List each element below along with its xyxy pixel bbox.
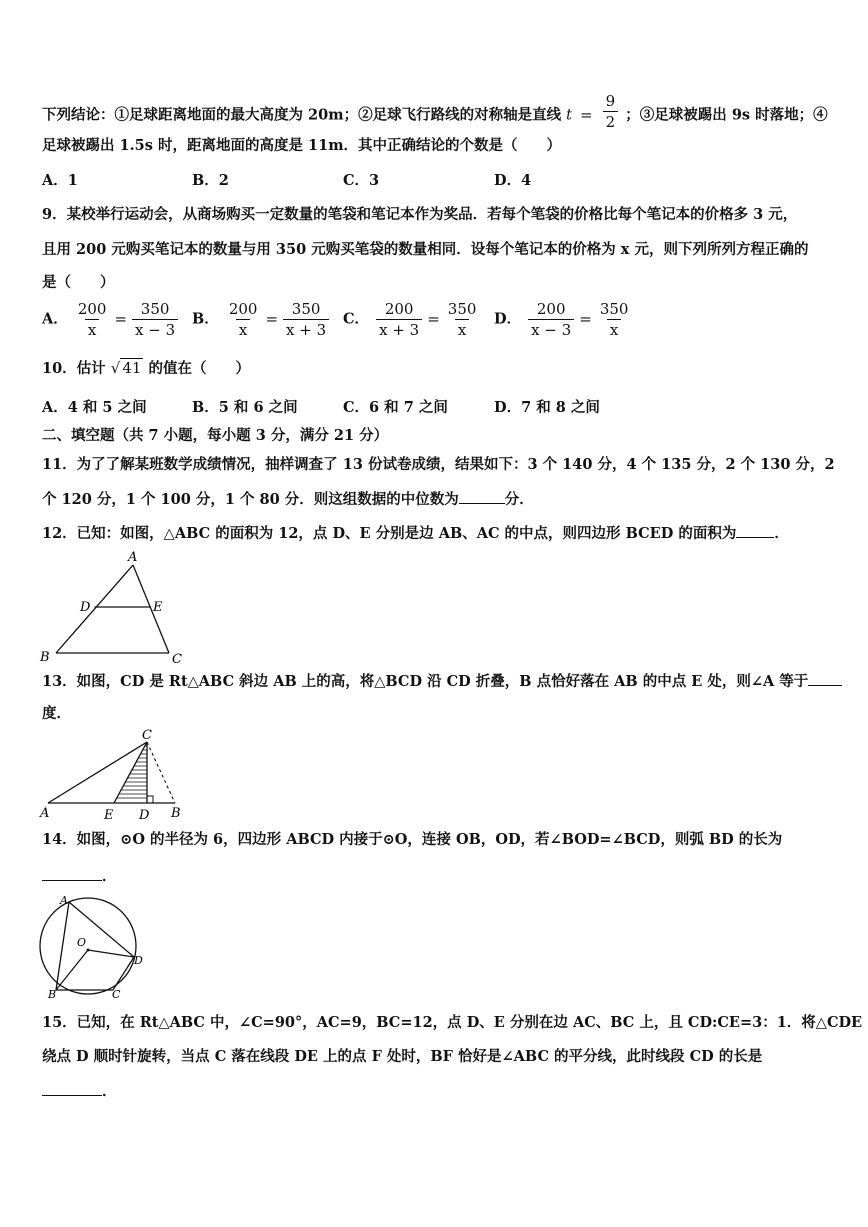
q13-label-a: A <box>40 806 50 821</box>
q9-d-n1: 200 <box>536 300 566 318</box>
q9-c-n2: 350 <box>447 300 477 318</box>
q12-side-ac <box>133 565 169 653</box>
q10-option-a: A．4 和 5 之间 <box>42 399 147 416</box>
q12-triangle-figure <box>36 545 196 670</box>
q13-answer-blank[interactable] <box>808 671 842 686</box>
q13-label-d: D <box>139 808 150 823</box>
q9-a-d1: x <box>85 319 99 339</box>
q9-a-n1: 200 <box>77 300 107 318</box>
q10-prefix: 10．估计 <box>42 360 106 377</box>
q13-line2: 度． <box>42 705 71 722</box>
q14-quadrilateral <box>56 902 134 990</box>
q8-option-c: C．3 <box>343 172 380 189</box>
q12-label-e: E <box>153 600 163 615</box>
q12-label-b: B <box>40 650 50 665</box>
q13-triangle-figure <box>36 728 196 823</box>
q10-line <box>42 358 250 379</box>
q12-line <box>42 523 789 544</box>
q14-label-b: B <box>48 988 57 1001</box>
q12-label-a: A <box>128 550 138 565</box>
q9-option-d: D． $\frac{200}{x - 3}$ = $\frac{350}{x}$ <box>494 300 633 339</box>
q9-a-d2: x − 3 <box>132 319 178 339</box>
q15-answer-blank[interactable] <box>42 1081 102 1096</box>
q9-c-d2: x <box>455 319 469 339</box>
q8-fraction-num: 9 <box>605 92 616 110</box>
q9-d-frac2 <box>597 300 632 339</box>
q9-d-d2: x <box>607 319 621 339</box>
q8-fraction-den: 2 <box>603 111 619 131</box>
q10-option-c: C．6 和 7 之间 <box>343 399 448 416</box>
q9-d-d1: x − 3 <box>528 319 574 339</box>
q12-label-d: D <box>80 600 91 615</box>
q13-right-angle-mark <box>147 796 153 803</box>
q13-line1 <box>42 671 842 692</box>
q9-option-c: C． $\frac{200}{x + 3}$ = $\frac{350}{x}$ <box>343 300 481 339</box>
q8-var-t: t <box>566 107 572 124</box>
q9-line2: 且用 200 元购买笔记本的数量与用 350 元购买笔袋的数量相同．设每个笔记本的价格为 x 元，则下列所列方程正确的 <box>42 241 809 258</box>
q9-line3: 是（ ） <box>42 274 115 291</box>
q10-option-b: B．5 和 6 之间 <box>192 399 298 416</box>
q10-option-d: D．7 和 8 之间 <box>494 399 600 416</box>
q9-a-n2: 350 <box>140 300 170 318</box>
q9-line1: 9．某校举行运动会，从商场购买一定数量的笔袋和笔记本作为奖品．若每个笔袋的价格比每个笔记本的价格多 3 元， <box>42 206 798 223</box>
q9-a-frac2 <box>132 300 178 339</box>
q9-b-frac2 <box>283 300 329 339</box>
q12-text: 12．已知：如图，△ABC 的面积为 12，点 D、E 分别是边 AB、AC 的中点，则四边形 BCED 的面积为 <box>42 525 737 542</box>
q14-answer-blank[interactable] <box>42 866 102 881</box>
q12-end: ． <box>774 525 789 542</box>
q9-option-b: B． $\frac{200}{x}$ = $\frac{350}{x + 3}$ <box>192 300 331 339</box>
q14-label-d: D <box>134 954 143 967</box>
q8-option-d: D．4 <box>494 172 532 189</box>
q8-eq: = <box>580 105 593 124</box>
q8-line2: 足球被踢出 1.5s 时，距离地面的高度是 11m．其中正确结论的个数是（ ） <box>42 137 562 154</box>
q9-b-d1: x <box>236 319 250 339</box>
q8-option-b: B．2 <box>192 172 229 189</box>
q14-label-a: A <box>60 894 68 907</box>
section-heading: 二、填空题（共 7 小题，每小题 3 分，满分 21 分） <box>42 427 389 444</box>
q8-text-a: 下列结论：①足球距离地面的最大高度为 20m；②足球飞行路线的对称轴是直线 <box>42 106 562 124</box>
q8-text-b: ；③足球被踢出 9s 时落地；④ <box>625 106 828 124</box>
q8-fraction <box>603 92 619 131</box>
q14-center-point <box>87 949 90 952</box>
q8-line1 <box>42 92 828 135</box>
q9-c-frac1 <box>376 300 422 339</box>
q15-line3 <box>42 1081 117 1102</box>
q13-label-b: B <box>171 806 181 821</box>
q9-a-frac1 <box>75 300 110 339</box>
q13-label-e: E <box>104 808 114 823</box>
q15-line1: 15．已知，在 Rt△ABC 中，∠C=90°，AC=9，BC=12，点 D、E 分别在边 AC、BC 上，且 CD:CE=3：1．将△CDE <box>42 1014 863 1031</box>
q9-c-d1: x + 3 <box>376 319 422 339</box>
q9-c-frac2 <box>445 300 480 339</box>
q9-d-n2: 350 <box>599 300 629 318</box>
q10-suffix: 的值在（ ） <box>148 360 250 377</box>
q14-line1: 14．如图，⊙O 的半径为 6，四边形 ABCD 内接于⊙O，连接 OB，OD，若∠BOD=∠BCD，则弧 BD 的长为 <box>42 831 783 848</box>
q9-option-c-label: C． <box>343 310 370 328</box>
q14-line2 <box>42 866 117 887</box>
q9-b-n1: 200 <box>228 300 258 318</box>
q9-option-d-label: D． <box>494 310 522 328</box>
q15-line2: 绕点 D 顺时针旋转，当点 C 落在线段 DE 上的点 F 处时，BF 恰好是∠ABC 的平分线，此时线段 CD 的长是 <box>42 1048 763 1065</box>
q10-sqrt: √ 41 <box>110 359 142 377</box>
q9-b-frac1 <box>226 300 261 339</box>
q13-label-c: C <box>142 728 152 743</box>
q9-option-b-label: B． <box>192 310 219 328</box>
q11-answer-blank[interactable] <box>459 489 505 504</box>
q9-b-n2: 350 <box>291 300 321 318</box>
q13-side-bc-dashed <box>147 742 175 803</box>
q14-label-o: O <box>77 936 87 949</box>
q11-text: 个 120 分，1 个 100 分，1 个 80 分．则这组数据的中位数为 <box>42 491 459 508</box>
q8-option-a: A．1 <box>42 172 78 189</box>
q9-c-n1: 200 <box>384 300 414 318</box>
q14-end: ． <box>102 868 117 885</box>
q15-end: ． <box>102 1083 117 1100</box>
q11-line2 <box>42 489 534 510</box>
q9-option-a-label: A． <box>42 310 68 328</box>
q11-line1: 11．为了了解某班数学成绩情况，抽样调查了 13 份试卷成绩，结果如下：3 个 140 分，4 个 135 分，2 个 130 分，2 <box>42 456 835 473</box>
q9-option-a: A． $\frac{200}{x}$ = $\frac{350}{x - 3}$ <box>42 300 180 339</box>
q12-label-c: C <box>172 652 182 667</box>
q12-answer-blank[interactable] <box>736 523 774 538</box>
q9-b-d2: x + 3 <box>283 319 329 339</box>
q11-text-end: 分． <box>504 491 534 508</box>
q13-text: 13．如图，CD 是 Rt△ABC 斜边 AB 上的高，将△BCD 沿 CD 折叠，B 点恰好落在 AB 的中点 E 处，则∠A 等于 <box>42 673 809 690</box>
q9-d-frac1 <box>528 300 574 339</box>
q14-label-c: C <box>112 988 121 1001</box>
q14-circle-figure <box>36 892 156 1004</box>
q12-side-ab <box>56 565 133 653</box>
q10-radical: 41 <box>122 359 142 377</box>
